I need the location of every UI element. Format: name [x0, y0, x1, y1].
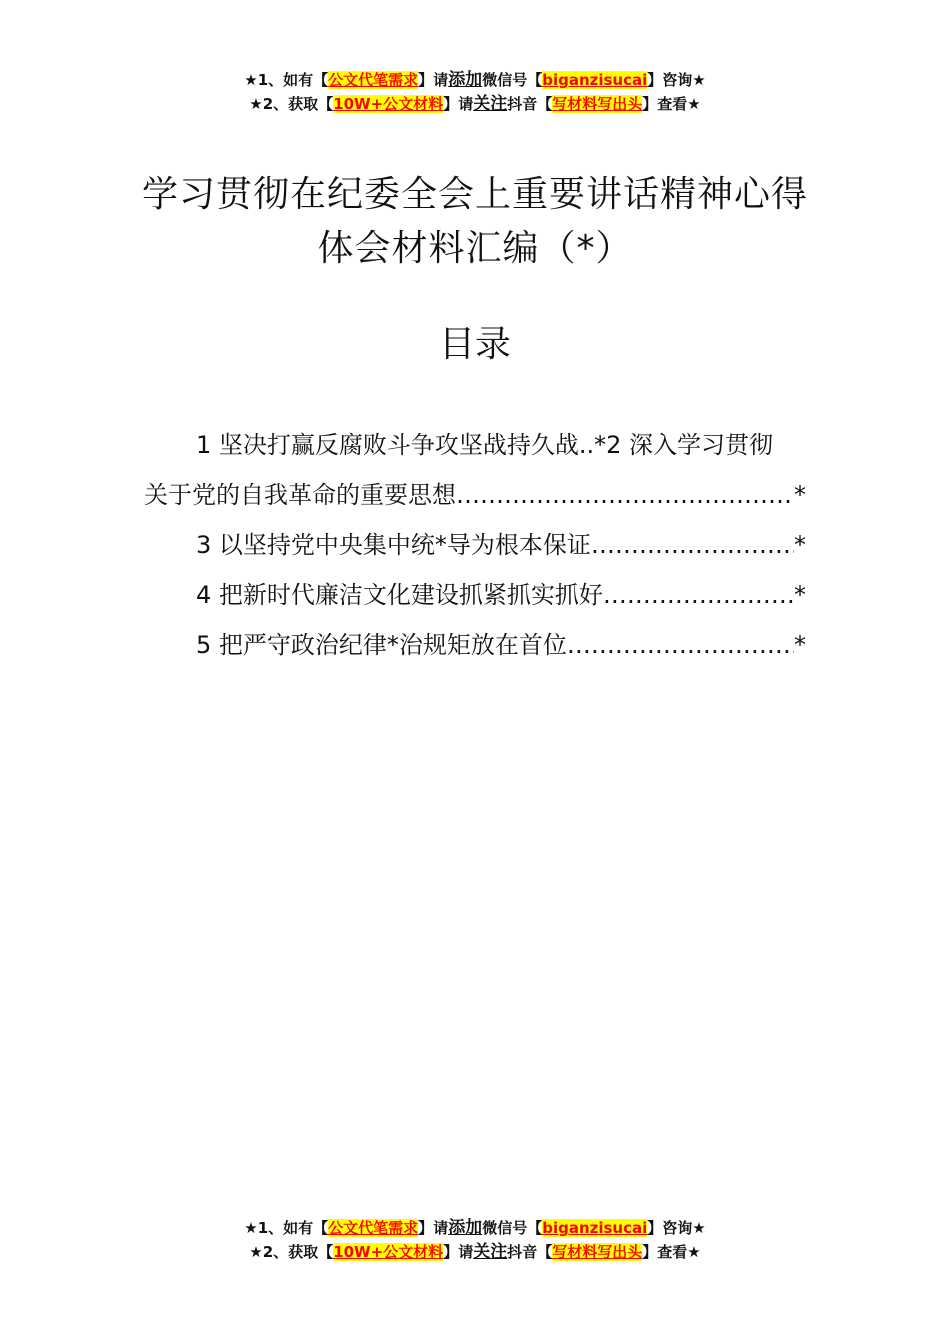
promo-text: 】查看★: [642, 95, 701, 113]
promo-line-2: [0, 1240, 950, 1264]
toc-entry-text: 关于党的自我革命的重要思想: [144, 481, 456, 509]
promo-text: ★1、如有【: [244, 71, 329, 89]
promo-text: ★2、获取【: [249, 1243, 334, 1261]
toc-entry-text: 4 把新时代廉洁文化建设抓紧抓实抓好: [196, 581, 603, 609]
toc-entry: [144, 570, 806, 620]
toc-entry: [144, 470, 806, 520]
promo-text: 抖音【: [507, 95, 553, 113]
promo-text: 】咨询★: [647, 71, 706, 89]
promo-text: 抖音【: [507, 1243, 553, 1261]
toc-leader-dots: [456, 470, 794, 520]
promo-highlight: biganzisucai: [542, 1219, 648, 1237]
toc-entry: [144, 420, 806, 470]
promo-text: 微信号【: [482, 71, 543, 89]
toc-entry: [144, 620, 806, 670]
promo-text: ★2、获取【: [249, 95, 334, 113]
toc-page-number: *: [794, 631, 806, 659]
promo-line-1: [0, 68, 950, 92]
promo-emphasis: 关注: [473, 1242, 508, 1262]
toc-page-number: *: [794, 531, 806, 559]
toc-leader-dots: [591, 520, 794, 570]
promo-highlight: biganzisucai: [542, 71, 648, 89]
promo-text: ★1、如有【: [244, 1219, 329, 1237]
promo-emphasis: 关注: [473, 94, 508, 114]
promo-text: 】咨询★: [647, 1219, 706, 1237]
promo-emphasis: 添加: [448, 1218, 483, 1238]
document-title-line-1: 学习贯彻在纪委全会上重要讲话精神心得: [141, 174, 808, 215]
promo-emphasis: 添加: [448, 70, 483, 90]
promo-line-2: [0, 92, 950, 116]
promo-highlight: 10W+公文材料: [333, 95, 444, 113]
promo-highlight: 写材料写出头: [552, 95, 643, 113]
promo-line-1: [0, 1216, 950, 1240]
promo-text: 】请: [418, 1219, 449, 1237]
promo-banner-bottom: [0, 1216, 950, 1264]
document-title-line-2: 体会材料汇编（*）: [317, 228, 633, 269]
toc-leader-dots: [567, 620, 794, 670]
promo-text: 微信号【: [482, 1219, 543, 1237]
promo-highlight: 公文代笔需求: [328, 1219, 419, 1237]
toc-entry: [144, 520, 806, 570]
toc-page-number: *: [794, 581, 806, 609]
toc-page-number: *: [794, 481, 806, 509]
table-of-contents: [144, 420, 806, 670]
document-title: [0, 168, 950, 276]
toc-entry-text: 1 坚决打赢反腐败斗争攻坚战持久战..*2 深入学习贯彻: [196, 431, 774, 459]
promo-highlight: 10W+公文材料: [333, 1243, 444, 1261]
promo-banner-top: [0, 68, 950, 116]
promo-text: 】请: [418, 71, 449, 89]
promo-text: 】请: [443, 95, 474, 113]
toc-heading: 目录: [438, 324, 511, 365]
promo-highlight: 公文代笔需求: [328, 71, 419, 89]
toc-entry-text: 5 把严守政治纪律*治规矩放在首位: [196, 631, 567, 659]
promo-highlight: 写材料写出头: [552, 1243, 643, 1261]
promo-text: 】查看★: [642, 1243, 701, 1261]
toc-entry-text: 3 以坚持党中央集中统*导为根本保证: [196, 531, 591, 559]
toc-leader-dots: [603, 570, 794, 620]
promo-text: 】请: [443, 1243, 474, 1261]
